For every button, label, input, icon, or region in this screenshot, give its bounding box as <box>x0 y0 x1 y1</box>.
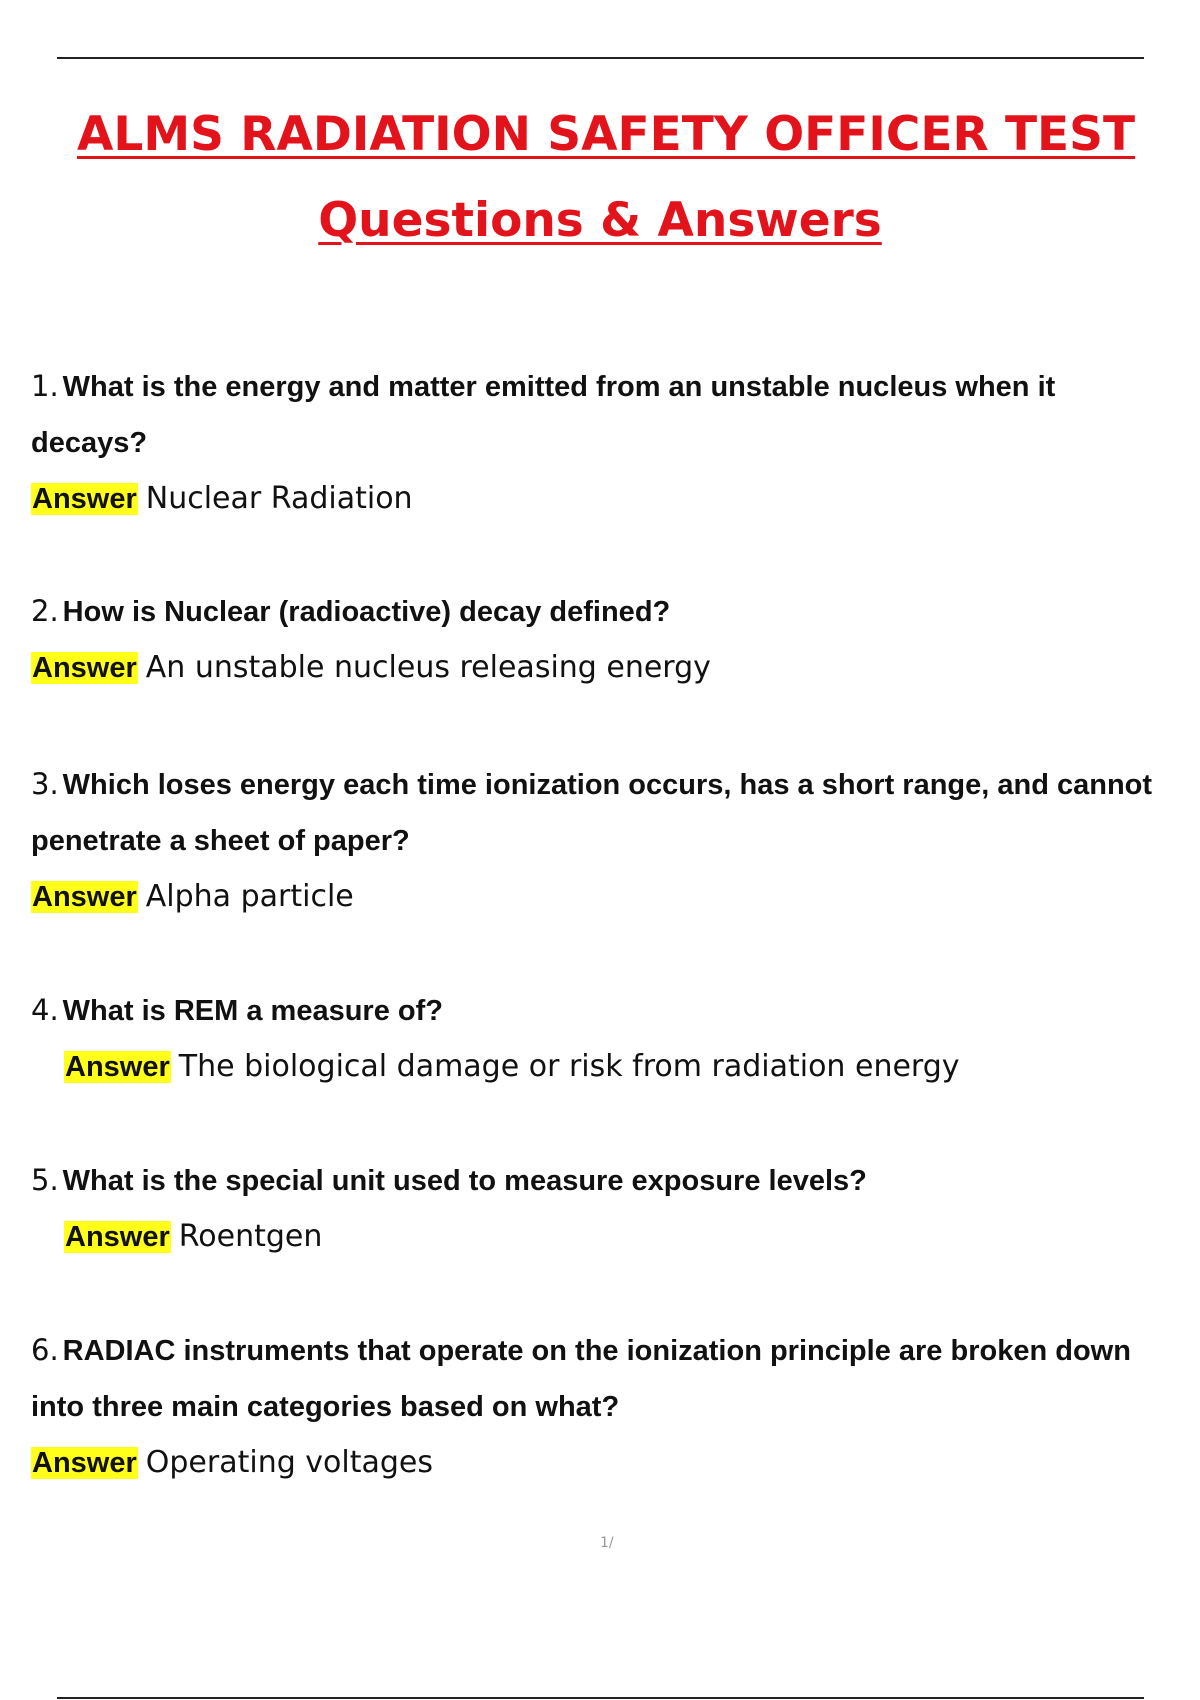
answer-label-highlight: Answer <box>32 483 137 515</box>
answer-text: Operating voltages <box>145 1445 434 1480</box>
header-rule <box>57 57 1144 59</box>
question-1 <box>31 358 1171 471</box>
question-2 <box>31 583 1171 640</box>
answer-label-highlight: Answer <box>32 881 137 913</box>
question-number: 6. <box>31 1333 59 1367</box>
answer-4 <box>31 1039 1171 1095</box>
question-number: 1. <box>31 369 59 403</box>
answer-label-highlight: Answer <box>65 1051 170 1083</box>
question-text: RADIAC instruments that operate on the ionization principle are broken down into three main categories based on what? <box>31 1335 1131 1423</box>
answer-label-highlight: Answer <box>32 652 137 684</box>
footer-rule <box>57 1697 1144 1699</box>
question-4 <box>31 982 1171 1039</box>
answer-text: Nuclear Radiation <box>145 481 413 516</box>
question-text: Which loses energy each time ionization occurs, has a short range, and cannot penetrate a sheet of paper? <box>31 769 1153 857</box>
question-number: 5. <box>31 1163 59 1197</box>
question-text: What is REM a measure of? <box>62 995 443 1027</box>
question-text: What is the energy and matter emitted from an unstable nucleus when it decays? <box>31 371 1056 459</box>
answer-text: The biological damage or risk from radiation energy <box>178 1049 960 1084</box>
document-title: ALMS RADIATION SAFETY OFFICER TEST <box>77 107 1136 162</box>
qa-item-6 <box>31 1322 1171 1491</box>
qa-item-1 <box>31 358 1171 527</box>
answer-label-highlight: Answer <box>65 1221 170 1253</box>
question-3 <box>31 756 1171 869</box>
question-number: 4. <box>31 993 59 1027</box>
answer-3 <box>31 869 1171 925</box>
answer-5 <box>31 1209 1171 1265</box>
document-subtitle: Questions & Answers <box>318 193 882 248</box>
question-6 <box>31 1322 1171 1435</box>
answer-text: An unstable nucleus releasing energy <box>145 650 711 685</box>
question-number: 2. <box>31 594 59 628</box>
qa-item-3 <box>31 756 1171 925</box>
question-number: 3. <box>31 767 59 801</box>
qa-item-5 <box>31 1152 1171 1265</box>
answer-6 <box>31 1435 1171 1491</box>
question-text: What is the special unit used to measure exposure levels? <box>62 1165 867 1197</box>
answer-text: Roentgen <box>178 1219 323 1254</box>
qa-item-2 <box>31 583 1171 696</box>
answer-label-highlight: Answer <box>32 1447 137 1479</box>
page-number: 1/ <box>600 1535 614 1551</box>
answer-2 <box>31 640 1171 696</box>
answer-text: Alpha particle <box>145 879 354 914</box>
question-text: How is Nuclear (radioactive) decay defined? <box>62 596 671 628</box>
question-5 <box>31 1152 1171 1209</box>
qa-item-4 <box>31 982 1171 1095</box>
answer-1 <box>31 471 1171 527</box>
